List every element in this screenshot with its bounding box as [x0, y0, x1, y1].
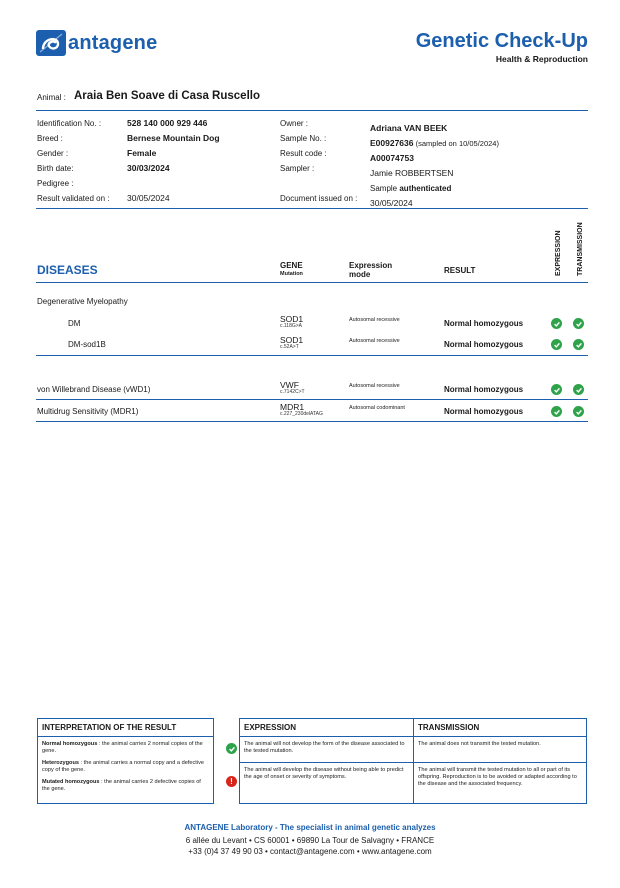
- result-value: Normal homozygous: [444, 385, 524, 394]
- info-extra: (sampled on 10/05/2024): [413, 139, 499, 148]
- info-label: Identification No. :: [37, 119, 102, 128]
- col-gene-header: GENE Mutation: [280, 261, 303, 277]
- check-icon: [573, 406, 584, 417]
- col-result-header: RESULT: [444, 266, 476, 275]
- expression-mode: Autosomal recessive: [349, 317, 400, 323]
- info-label: Pedigree :: [37, 179, 74, 188]
- legend-expression-title: EXPRESSION: [240, 719, 414, 736]
- animal-label: Animal :: [37, 93, 66, 102]
- interpretation-item: [42, 760, 209, 774]
- check-icon: [573, 339, 584, 350]
- gene-mutation: c.118G>A: [280, 323, 303, 329]
- document-title: Genetic Check-Up: [415, 30, 588, 52]
- interpretation-item: [42, 741, 209, 755]
- disease-name: DM: [68, 319, 81, 328]
- info-value-text: E00927636: [370, 138, 414, 148]
- info-value: 30/05/2024: [127, 193, 170, 203]
- gene-cell: [280, 403, 323, 417]
- interpretation-term: Heterozygous: [42, 760, 79, 766]
- info-label: Breed :: [37, 134, 63, 143]
- info-label: Gender :: [37, 149, 69, 158]
- legend-box: [239, 718, 587, 804]
- check-icon: [551, 406, 562, 417]
- expression-mode: Autosomal recessive: [349, 338, 400, 344]
- legend-transmission-title: TRANSMISSION: [418, 723, 480, 732]
- antagene-logo-icon: [36, 30, 66, 56]
- col-expression-header: EXPRESSION: [555, 230, 562, 276]
- info-label: Sample No. :: [280, 134, 327, 143]
- disease-group-title: Degenerative Myelopathy: [37, 297, 128, 306]
- document-subtitle: Health & Reproduction: [495, 54, 588, 64]
- info-label: Document issued on :: [280, 194, 358, 203]
- result-value: Normal homozygous: [444, 340, 524, 349]
- expression-mode: Autosomal codominant: [349, 405, 405, 411]
- legend-ok-row: [240, 737, 586, 763]
- check-icon: [551, 339, 562, 350]
- expression-mode: Autosomal recessive: [349, 383, 400, 389]
- interpretation-title: INTERPRETATION OF THE RESULT: [38, 719, 213, 737]
- interpretation-term: Mutated homozygous: [42, 779, 100, 785]
- interpretation-text: : the animal carries 2 normal copies of the gene.: [42, 741, 203, 754]
- check-icon: [551, 384, 562, 395]
- interpretation-item: [42, 779, 209, 793]
- check-icon: [551, 318, 562, 329]
- info-label: Result code :: [280, 149, 327, 158]
- info-value: 528 140 000 929 446: [127, 118, 208, 128]
- interpretation-list: [38, 737, 213, 802]
- gene-name: SOD1: [280, 314, 304, 324]
- legend-ok-expression: The animal will not develop the form of the disease associated to the tested mutation.: [240, 737, 414, 762]
- info-value-text: authenticated: [399, 184, 452, 193]
- check-icon: [573, 384, 584, 395]
- divider: [36, 282, 588, 283]
- legend-bad-expression: The animal will develop the disease without being able to predict the age of onset or severity of symptoms.: [240, 763, 414, 804]
- info-value-text: Jamie ROBBERTSEN: [370, 168, 454, 178]
- info-value: Bernese Mountain Dog: [127, 133, 220, 143]
- footer-address: 6 allée du Levant • CS 60001 • 69890 La Tour de Salvagny • FRANCE: [185, 836, 435, 845]
- interpretation-box: [37, 718, 214, 804]
- info-label: Result validated on :: [37, 194, 110, 203]
- disease-name: DM-sod1B: [68, 340, 106, 349]
- section-title: DISEASES: [37, 263, 98, 277]
- footer-lab: ANTAGENE Laboratory - The specialist in animal genetic analyzes: [184, 823, 436, 832]
- col-mode-header: Expression mode: [349, 261, 393, 279]
- interpretation-text: : the animal carries a normal copy and a defective copy of the gene.: [42, 760, 204, 773]
- gene-mutation: c.52A>T: [280, 344, 299, 350]
- gene-name: MDR1: [280, 402, 305, 412]
- gene-mutation: c.227_230delATAG: [280, 411, 323, 417]
- gene-name: VWF: [280, 380, 299, 390]
- info-label: Birth date:: [37, 164, 74, 173]
- logo-text: antagene: [68, 31, 158, 54]
- info-value: Female: [127, 148, 157, 158]
- divider: [36, 399, 588, 400]
- info-label: Sampler :: [280, 164, 315, 173]
- info-value-text: Adriana VAN BEEK: [370, 123, 448, 133]
- gene-cell: [280, 315, 303, 329]
- interpretation-text: : the animal carries 2 defective copies of the gene.: [42, 779, 201, 792]
- info-value-text: 30/05/2024: [370, 198, 413, 208]
- legend-bad-transmission: The animal will transmit the tested mutation to all or part of its offspring. Reproduction is to be avoided or adapted according to the disease and the associated frequency.: [418, 767, 577, 787]
- gene-name: SOD1: [280, 335, 304, 345]
- disease-name: von Willebrand Disease (vWD1): [37, 385, 151, 394]
- legend-bad-row: [240, 763, 586, 804]
- result-value: Normal homozygous: [444, 407, 524, 416]
- legend-ok-transmission: The animal does not transmit the tested mutation.: [418, 741, 541, 747]
- info-value: 30/03/2024: [127, 163, 170, 173]
- col-transmission-header: TRANSMISSION: [577, 222, 584, 276]
- footer-contact: +33 (0)4 37 49 90 03 • contact@antagene.com • www.antagene.com: [188, 847, 432, 856]
- divider: [36, 421, 588, 422]
- warning-icon: !: [226, 776, 237, 787]
- animal-name: Araia Ben Soave di Casa Ruscello: [74, 90, 260, 102]
- legend-header-row: [240, 719, 586, 737]
- info-label: Owner :: [280, 119, 309, 128]
- check-icon: [573, 318, 584, 329]
- info-value-text: A00074753: [370, 153, 414, 163]
- interpretation-term: Normal homozygous: [42, 741, 98, 747]
- divider: [36, 355, 588, 356]
- check-icon: [226, 743, 237, 754]
- gene-cell: [280, 381, 305, 395]
- divider: [36, 110, 588, 111]
- disease-name: Multidrug Sensitivity (MDR1): [37, 407, 139, 416]
- gene-cell: [280, 336, 303, 350]
- result-value: Normal homozygous: [444, 319, 524, 328]
- info-prefix: Sample: [370, 184, 400, 193]
- gene-mutation: c.7142C>T: [280, 389, 305, 395]
- antagene-logo: [36, 30, 157, 56]
- divider: [36, 208, 588, 209]
